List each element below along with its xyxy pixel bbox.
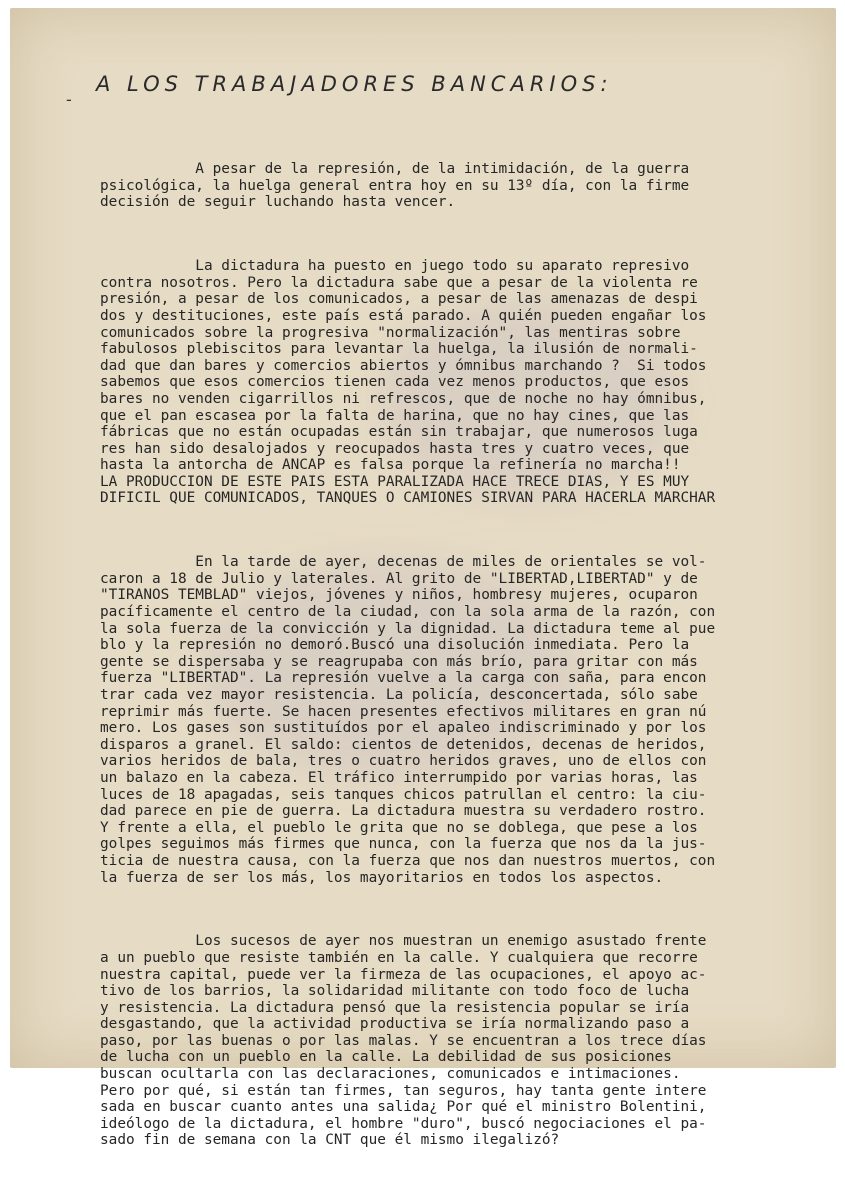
paragraph-2: La dictadura ha puesto en juego todo su aparato represivo contra nosotros. Pero la dictadura sabe que a pesar de la violenta re presión, a pesar de los comunicados, a pesar de las amenazas de despi dos y destituciones, este país está parado. A quién pueden engañar los comunicados sobre la progresiva "normalización", las mentiras sobre fabulosos plebiscitos para levantar la huelga, la ilusión de normali- dad que dan bares y comercios abiertos y ómnibus marchando ? Si todos sabemos que esos comercios tienen cada vez menos productos, que esos bares no venden cigarrillos ni refrescos, que de noche no hay ómnibus, que el pan escasea por la falta de harina, que no hay cines, que las fábricas que no están ocupadas están sin trabajar, que numerosos luga res han sido desalojados y reocupados hasta tres y cuatro veces, que hasta la antorcha de ANCAP es falsa porque la refinería no marcha!! LA PRODUCCION DE ESTE PAIS ESTA PARALIZADA HACE TRECE DIAS, Y ES MUY DIFICIL QUE COMUNICADOS, TANQUES O CAMIONES SIRVAN PARA HACERLA MARCHAR: [100, 258, 716, 507]
document-heading: A LOS TRABAJADORES BANCARIOS:: [96, 72, 613, 96]
paragraph-1: A pesar de la represión, de la intimidación, de la guerra psicológica, la huelga general entra hoy en su 13º día, con la firme decisión de seguir luchando hasta vencer.: [100, 161, 690, 211]
leading-mark: -: [66, 90, 72, 109]
document-body: [100, 128, 802, 1180]
paragraph-3: En la tarde de ayer, decenas de miles de orientales se vol- caron a 18 de Julio y laterales. Al grito de "LIBERTAD,LIBERTAD" y de "TIRANOS TEMBLAD" viejos, jóvenes y niños, hombresy mujeres, ocuparon pacíficamente el centro de la ciudad, con la sola arma de la razón, con la sola fuerza de la convicción y la dignidad. La dictadura teme al pue blo y la represión no demoró.Buscó una disolución inmediata. Pero la gente se dispersaba y se reagrupaba con más brío, para gritar con más fuerza "LIBERTAD". La represión vuelve a la carga con saña, para encon trar cada vez mayor resistencia. La policía, desconcertada, sólo sabe reprimir más fuerte. Se hacen presentes efectivos militares en gran nú mero. Los gases son sustituídos por el apaleo indiscriminado y por los disparos a granel. El saldo: cientos de detenidos, decenas de heridos, varios heridos de bala, tres o cuatro heridos graves, uno de ellos con un balazo en la cabeza. El tráfico interrumpido por varias horas, las luces de 18 apagadas, seis tanques chicos patrullan el centro: la ciu- dad parece en pie de guerra. La dictadura muestra su verdadero rostro. Y frente a ella, el pueblo le grita que no se doblega, que pese a los golpes seguimos más firmes que nunca, con la fuerza que nos da la jus- ticia de nuestra causa, con la fuerza que nos dan nuestros muertos, con la fuerza de ser los más, los mayoritarios en todos los aspectos.: [100, 554, 716, 886]
paragraph-4: Los sucesos de ayer nos muestran un enemigo asustado frente a un pueblo que resiste también en la calle. Y cualquiera que recorre nuestra capital, puede ver la firmeza de las ocupaciones, el apoyo ac- tivo de los barrios, la solidaridad militante con todo foco de lucha y resistencia. La dictadura pensó que la resistencia popular se iría desgastando, que la actividad productiva se iría normalizando paso a paso, por las buenas o por las malas. Y se encuentran a los trece días de lucha con un pueblo en la calle. La debilidad de sus posiciones buscan ocultarla con las declaraciones, comunicados e intimaciones. Pero por qué, si están tan firmes, tan seguros, hay tanta gente intere sada en buscar cuanto antes una salida¿ Por qué el ministro Bolentini, ideólogo de la dictadura, el hombre "duro", buscó negociaciones el pa- sado fin de semana con la CNT que él mismo ilegalizó?: [100, 933, 707, 1149]
